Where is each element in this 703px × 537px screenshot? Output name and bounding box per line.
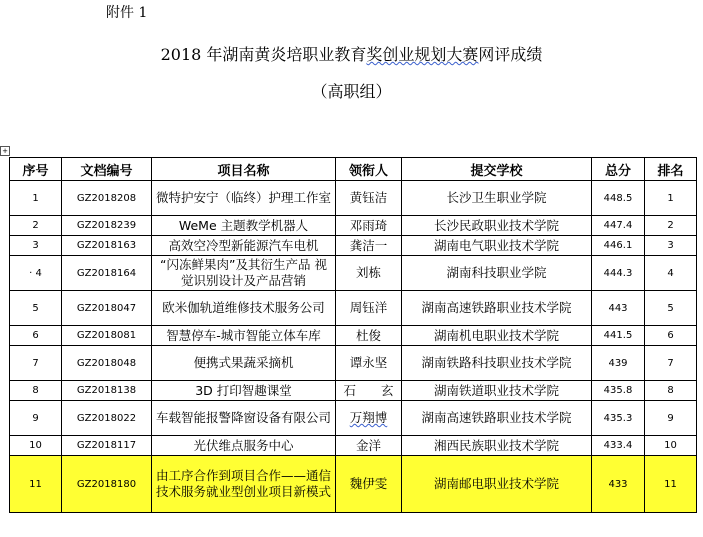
cell-code: GZ2018180	[62, 456, 152, 513]
header-rank: 排名	[645, 158, 697, 181]
header-school: 提交学校	[402, 158, 592, 181]
cell-lead: 谭永坚	[336, 346, 402, 381]
attachment-label: 附件 1	[106, 5, 148, 21]
cell-rank: 7	[645, 346, 697, 381]
cell-rank: 3	[645, 236, 697, 256]
table-row	[10, 401, 697, 436]
cell-name: 智慧停车-城市智能立体车库	[152, 326, 336, 346]
table-row	[10, 346, 697, 381]
cell-name: 高效空冷型新能源汽车电机	[152, 236, 336, 256]
cell-score: 447.4	[592, 216, 645, 236]
cell-name: 由工序合作到项目合作——通信技术服务就业型创业项目新模式	[152, 456, 336, 513]
cell-school: 湖南科技职业学院	[402, 256, 592, 291]
cell-rank: 6	[645, 326, 697, 346]
cell-code: GZ2018239	[62, 216, 152, 236]
cell-lead: 龚洁一	[336, 236, 402, 256]
table-move-handle-icon[interactable]: +	[0, 146, 10, 156]
cell-no: 6	[10, 326, 62, 346]
document-subtitle: （高职组）	[311, 82, 392, 101]
header-score: 总分	[592, 158, 645, 181]
cell-school: 长沙民政职业技术学院	[402, 216, 592, 236]
cell-score: 433.4	[592, 436, 645, 456]
cell-rank: 5	[645, 291, 697, 326]
cell-score: 435.3	[592, 401, 645, 436]
header-code: 文档编号	[62, 158, 152, 181]
cell-no: 2	[10, 216, 62, 236]
title-part-3: 网评成绩	[478, 45, 543, 64]
cell-no: 7	[10, 346, 62, 381]
cell-no: 11	[10, 456, 62, 513]
cell-code: GZ2018163	[62, 236, 152, 256]
cell-code: GZ2018164	[62, 256, 152, 291]
cell-code: GZ2018047	[62, 291, 152, 326]
cell-name: “闪冻鲜果肉”及其衍生产品 视觉识别设计及产品营销	[152, 256, 336, 291]
title-part-1: 2018 年湖南黄炎培职业教育	[160, 45, 367, 64]
header-no: 序号	[10, 158, 62, 181]
cell-name: 车载智能报警降窗设备有限公司	[152, 401, 336, 436]
cell-name: 微特护安宁（临终）护理工作室	[152, 181, 336, 216]
cell-lead: 黄钰洁	[336, 181, 402, 216]
cell-lead: 魏伊雯	[336, 456, 402, 513]
cell-name: 便携式果蔬采摘机	[152, 346, 336, 381]
cell-no: 5	[10, 291, 62, 326]
table-row	[10, 326, 697, 346]
cell-school: 湖南高速铁路职业技术学院	[402, 291, 592, 326]
cell-no: · 4	[10, 256, 62, 291]
cell-lead: 周钰洋	[336, 291, 402, 326]
cell-name: WeMe 主题教学机器人	[152, 216, 336, 236]
table-header-row	[10, 158, 697, 181]
cell-lead: 刘栋	[336, 256, 402, 291]
cell-school: 湖南高速铁路职业技术学院	[402, 401, 592, 436]
cell-code: GZ2018117	[62, 436, 152, 456]
cell-school: 湖南电气职业技术学院	[402, 236, 592, 256]
cell-school: 湖南铁路科技职业技术学院	[402, 346, 592, 381]
cell-score: 435.8	[592, 381, 645, 401]
cell-rank: 8	[645, 381, 697, 401]
cell-school: 湖南铁道职业技术学院	[402, 381, 592, 401]
cell-rank: 9	[645, 401, 697, 436]
table-row	[10, 236, 697, 256]
cell-code: GZ2018022	[62, 401, 152, 436]
cell-no: 9	[10, 401, 62, 436]
cell-rank: 1	[645, 181, 697, 216]
cell-name: 欧米伽轨道维修技术服务公司	[152, 291, 336, 326]
cell-score: 446.1	[592, 236, 645, 256]
cell-rank: 11	[645, 456, 697, 513]
cell-name: 3D 打印智趣课堂	[152, 381, 336, 401]
table-row	[10, 381, 697, 401]
cell-code: GZ2018081	[62, 326, 152, 346]
cell-rank: 10	[645, 436, 697, 456]
header-lead: 领衔人	[336, 158, 402, 181]
cell-code: GZ2018208	[62, 181, 152, 216]
cell-rank: 4	[645, 256, 697, 291]
cell-lead: 万翔博	[336, 401, 402, 436]
cell-score: 443	[592, 291, 645, 326]
results-table	[9, 157, 697, 513]
cell-score: 444.3	[592, 256, 645, 291]
cell-no: 8	[10, 381, 62, 401]
table-row-highlighted	[10, 456, 697, 513]
cell-school: 湘西民族职业技术学院	[402, 436, 592, 456]
cell-score: 433	[592, 456, 645, 513]
document-title	[0, 42, 703, 65]
cell-code: GZ2018138	[62, 381, 152, 401]
cell-school: 湖南邮电职业技术学院	[402, 456, 592, 513]
cell-lead: 邓雨琦	[336, 216, 402, 236]
title-part-2: 奖创业规划大赛	[366, 45, 479, 64]
cell-lead: 石 玄	[336, 381, 402, 401]
cell-lead: 金洋	[336, 436, 402, 456]
cell-school: 湖南机电职业技术学院	[402, 326, 592, 346]
table-row	[10, 436, 697, 456]
cell-rank: 2	[645, 216, 697, 236]
cell-lead: 杜俊	[336, 326, 402, 346]
cell-code: GZ2018048	[62, 346, 152, 381]
cell-score: 448.5	[592, 181, 645, 216]
cell-no: 10	[10, 436, 62, 456]
cell-name: 光伏维点服务中心	[152, 436, 336, 456]
cell-score: 441.5	[592, 326, 645, 346]
cell-score: 439	[592, 346, 645, 381]
table-row	[10, 291, 697, 326]
table-row	[10, 256, 697, 291]
cell-no: 3	[10, 236, 62, 256]
table-row	[10, 181, 697, 216]
cell-school: 长沙卫生职业学院	[402, 181, 592, 216]
table-row	[10, 216, 697, 236]
header-name: 项目名称	[152, 158, 336, 181]
cell-no: 1	[10, 181, 62, 216]
